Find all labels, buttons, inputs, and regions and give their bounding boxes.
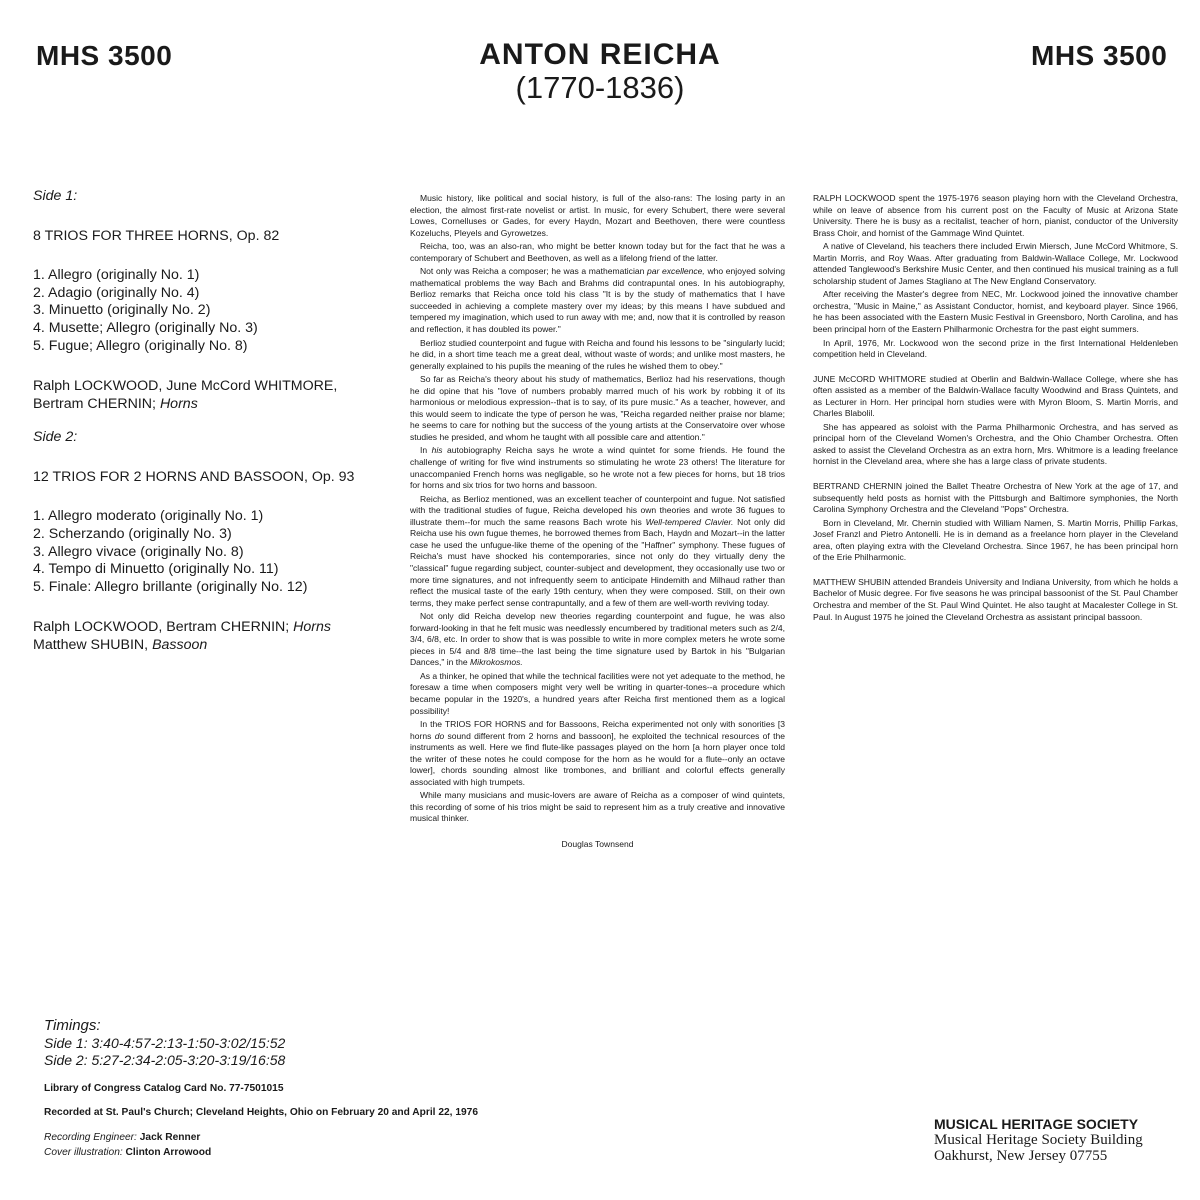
performer-role: Horns xyxy=(293,619,332,636)
performer-names: Matthew SHUBIN, xyxy=(33,637,149,654)
side1-timing: Side 1: 3:40-4:57-2:13-1:50-3:02/15:52 xyxy=(44,1034,286,1051)
program-listing xyxy=(33,188,403,654)
bio-paragraph: After receiving the Master's degree from NEC, Mr. Lockwood joined the innovative chamber orchestra, "Music in Maine," as Assistant Conductor, hornist, and keyboard player. Since 1966, he has been associated with the Eastern Music Festival in Greensboro, North Carolina, and has been principal horn of the Eastern Philharmonic Orchestra for the past eight summers. xyxy=(813,289,1178,335)
catalog-card-number: Library of Congress Catalog Card No. 77-7501015 xyxy=(44,1083,284,1094)
side2-label: Side 2: xyxy=(33,429,78,446)
essay-paragraph: So far as Reicha's theory about his study of mathematics, Berlioz had his reservations, though he did opine that his "love of numbers probably marred much of his work by robbing it of its harmonious or melodious expression--that is to say, of its pure music." As a teacher, however, and this would seem to indicate the type of person he was, "Reicha regarded neither praise nor blame; he seems to care for nothing but the success of the young artists at the Conservatoire over whose studies he presided, and whom he taught with all possible care and attention." xyxy=(410,374,785,442)
performer-names: Ralph LOCKWOOD, Bertram CHERNIN; xyxy=(33,619,290,636)
catalog-number-left: MHS 3500 xyxy=(36,40,173,71)
track-item: 3. Allegro vivace (originally No. 8) xyxy=(33,543,244,560)
bio-paragraph: She has appeared as soloist with the Parma Philharmonic Orchestra, and has served as principal horn of the Cleveland Women's Orchestra, and the Ohio Chamber Orchestra. Often asked to assist the Cleveland Orchestra as an extra horn, Mrs. Whitmore is a leading freelance hornist in the Cleveland area, where she has a large class of private students. xyxy=(813,421,1178,467)
essay-author-signature: Douglas Townsend xyxy=(561,838,634,849)
performer-role: Bassoon xyxy=(152,637,208,654)
track-item: 4. Musette; Allegro (originally No. 3) xyxy=(33,319,258,336)
timings-heading: Timings: xyxy=(44,1017,101,1034)
track-item: 1. Allegro moderato (originally No. 1) xyxy=(33,508,264,525)
composer-name: ANTON REICHA xyxy=(479,38,721,71)
liner-notes-essay xyxy=(410,193,785,853)
essay-paragraph: In his autobiography Reicha says he wrote a wind quintet for some friends. He found the challenge of writing for five wind instruments so stimulating he wrote 23 others! The literature for unaccompanied French horns was negligable, so he wrote not a few pieces for horns, but 18 trios for horns and six trios for two horns and bassoon. xyxy=(410,445,786,491)
essay-paragraph: Berlioz studied counterpoint and fugue with Reicha and found his lessons to be "singularly lucid; he did, in a short time teach me a great deal, without waste of words; and unlike most masters, he generally explained to his pupils the meaning of the rules he wished them to obey." xyxy=(410,337,785,371)
side2-timing: Side 2: 5:27-2:34-2:05-3:20-3:19/16:58 xyxy=(44,1052,286,1068)
essay-paragraph: As a thinker, he opined that while the technical facilities were not yet adequate to the method, he foresaw a time when composers might very well be writing in quarter-tones--a procedure which became popular in the 1920's, a hundred years after Reicha first mentioned them as a logical possibility! xyxy=(410,670,785,716)
publisher-address: Oakhurst, New Jersey 07755 xyxy=(934,1148,1108,1164)
track-item: 5. Finale: Allegro brillante (originally No. 12) xyxy=(33,578,308,595)
performer-line: Ralph LOCKWOOD, June McCord WHITMORE, xyxy=(33,378,338,395)
side1-label: Side 1: xyxy=(33,188,78,204)
performer-role: Horns xyxy=(159,396,198,413)
cover-credit: Cover illustration: Clinton Arrowood xyxy=(44,1147,212,1158)
performer-names: Bertram CHERNIN; xyxy=(33,396,156,413)
performer-line xyxy=(33,395,403,413)
publisher-name: MUSICAL HERITAGE SOCIETY xyxy=(934,1116,1139,1132)
essay-paragraph: Not only did Reicha develop new theories regarding counterpoint and fugue, he was also forward-looking in that he felt music was needlessly encumbered by traditional meters such as 2/4, 3/4, 6/8, etc. In order to show that is was possible to write in more complex meters he wrote some pieces in 5/4 and 8/8 time--the last being the time signature used by Bartok in his "Bulgarian Dances," in the Mikrokosmos. xyxy=(410,611,785,668)
timings-block xyxy=(44,1017,285,1070)
bio-paragraph: In April, 1976, Mr. Lockwood won the second prize in the first International Heldenleben competition held in Cleveland. xyxy=(813,337,1178,360)
track-item: 4. Tempo di Minuetto (originally No. 11) xyxy=(33,561,279,578)
essay-paragraph: While many musicians and music-lovers are aware of Reicha as a composer of wind quintets, this recording of some of his trios might be said to represent him as a truly creative and innovative musical thinker. xyxy=(410,790,785,824)
track-item: 3. Minuetto (originally No. 2) xyxy=(33,302,211,319)
essay-paragraph: In the TRIOS FOR HORNS and for Bassoons, Reicha experimented not only with sonorities [3 horns do sound different from 2 horns and bassoon], he exploited the technical resources of the instruments as well. Here we find flute-like passages played on the horn [a horn player once told the writer of these notes he could compose for the horn as he would for a flute--only an octave lower], chords sounding almost like trombones, and brilliant and colorful effects generally associated with high trumpets. xyxy=(410,719,785,787)
publisher-building: Musical Heritage Society Building xyxy=(934,1132,1143,1148)
side1-track-list xyxy=(33,267,403,355)
track-item: 2. Scherzando (originally No. 3) xyxy=(33,525,232,542)
production-credits xyxy=(44,1130,211,1160)
track-item: 1. Allegro (originally No. 1) xyxy=(33,267,200,284)
essay-paragraph: Reicha, too, was an also-ran, who might be better known today but for the fact that he was a contemporary of Schubert and Beethoven, as well as a lifelong friend of the latter. xyxy=(410,241,785,263)
essay-paragraph: Not only was Reicha a composer; he was a mathematician par excellence, who enjoyed solving mathematical problems the way Bach and Brahms did contrapuntal ones. In his autobiography, Berlioz remarks that Reicha once told his class "It is by the study of mathematics that I have succeeded in achieving a complete mastery over my ideas; by this means I have subdued and tempered my imagination, which used to run away with me; and, now that it is controlled by reason and reflection, it has doubled its power." xyxy=(410,266,785,335)
side2-performers xyxy=(33,618,403,654)
side1-work-title: 8 TRIOS FOR THREE HORNS, Op. 82 xyxy=(33,227,280,244)
engineer-credit: Recording Engineer: Jack Renner xyxy=(44,1132,201,1143)
side1-performers xyxy=(33,377,403,413)
essay-paragraph: Music history, like political and social history, is full of the also-rans: The losing party in an election, the almost first-rate novelist or artist. In music, for every Schubert, there were several Lowes, Cornelluses or Gades, for every Haydn, Mozart and Beethoven, there were countless Kozeluchs, Pleyels and Gyrowetzes. xyxy=(410,193,785,238)
bio-paragraph: BERTRAND CHERNIN joined the Ballet Theatre Orchestra of New York at the age of 17, and subsequently held posts as hornist with the Pittsburgh and Baltimore symphonies, the North Carolina Symphony Orchestra and the Cleveland "Pops" Orchestra. xyxy=(813,481,1178,515)
page-title xyxy=(0,38,1200,106)
track-item: 5. Fugue; Allegro (originally No. 8) xyxy=(33,337,248,354)
essay-paragraph: Reicha, as Berlioz mentioned, was an excellent teacher of counterpoint and fugue. Not satisfied with the traditional studies of fugue, Reicha developed his own theories and wrote 36 fugues to illustrate them--for much the same reasons Bach wrote his Well-tempered Clavier. Not only did Reicha use his own fugue themes, he borrowed themes from Bach, Haydn and Mozart--in the latter case he used the unfugue-like theme of the opening of the "Haffner" symphony. These fugues of Reicha's must have shocked his contemporaries, since not only do they virtually deny the "classical" fugue regarding subject, counter-subject and development, they occasionally use two or more time signatures, and not infrequently seem to anticipate Hindemith and Milhaud rather than reflect the musical taste of the early 19th century, when they were composed. Still, on their own terms, they make perfect sense contrapuntally, and a few of them are well-worth reviving today. xyxy=(410,493,786,608)
bio-paragraph: RALPH LOCKWOOD spent the 1975-1976 season playing horn with the Cleveland Orchestra, while on leave of absence from his current post on the Faculty of Music at Arizona State University. There he is busy as a recitalist, teacher of horn, pianist, conductor of the University Brass Choir, and hornist of the Gammage Wind Quintet. xyxy=(813,193,1178,238)
publisher-block xyxy=(934,1116,1143,1164)
performer-biographies xyxy=(813,193,1178,625)
side2-track-list xyxy=(33,508,403,596)
composer-years: (1770-1836) xyxy=(515,70,685,105)
bio-paragraph: MATTHEW SHUBIN attended Brandeis University and Indiana University, from which he holds a Bachelor of Music degree. For five seasons he was principal bassoonist of the St. Paul Chamber Orchestra and member of the St. Paul Wind Quintet. He also taught at Macalester College in St. Paul. In August 1975 he joined the Cleveland Orchestra as assistant principal bassoon. xyxy=(813,576,1178,622)
performer-line xyxy=(33,636,403,654)
catalog-number-right: MHS 3500 xyxy=(1031,40,1168,71)
track-item: 2. Adagio (originally No. 4) xyxy=(33,284,200,301)
recording-location: Recorded at St. Paul's Church; Cleveland Heights, Ohio on February 20 and April 22, 1976 xyxy=(44,1107,478,1118)
performer-line xyxy=(33,618,403,636)
bio-paragraph: A native of Cleveland, his teachers there included Erwin Miersch, June McCord Whitmore, S. Martin Morris, and Roy Waas. After graduating from Baldwin-Wallace College, Mr. Lockwood attended Tanglewood's Berkshire Music Center, and then continued his musical training as a full scholarship student of James Stagliano at The New England Conservatory. xyxy=(813,241,1178,286)
side2-work-title: 12 TRIOS FOR 2 HORNS AND BASSOON, Op. 93 xyxy=(33,468,355,485)
bio-paragraph: Born in Cleveland, Mr. Chernin studied with William Namen, S. Martin Morris, Phillip Farkas, Josef Franzl and Pietro Antonelli. He is in demand as a freelance horn player in the Cleveland area, often playing extra with the Cleveland Orchestra. Since 1967, he has been principal horn of the Erie Philharmonic. xyxy=(813,517,1178,563)
bio-paragraph: JUNE McCORD WHITMORE studied at Oberlin and Baldwin-Wallace College, where she has often assisted as a member of the Baldwin-Wallace faculty Woodwind and Brass Quintets, and as Lecturer in Horn. Her principal horn studies were with Myron Bloom, S. Martin Morris, and Charles Blabolil. xyxy=(813,373,1178,419)
